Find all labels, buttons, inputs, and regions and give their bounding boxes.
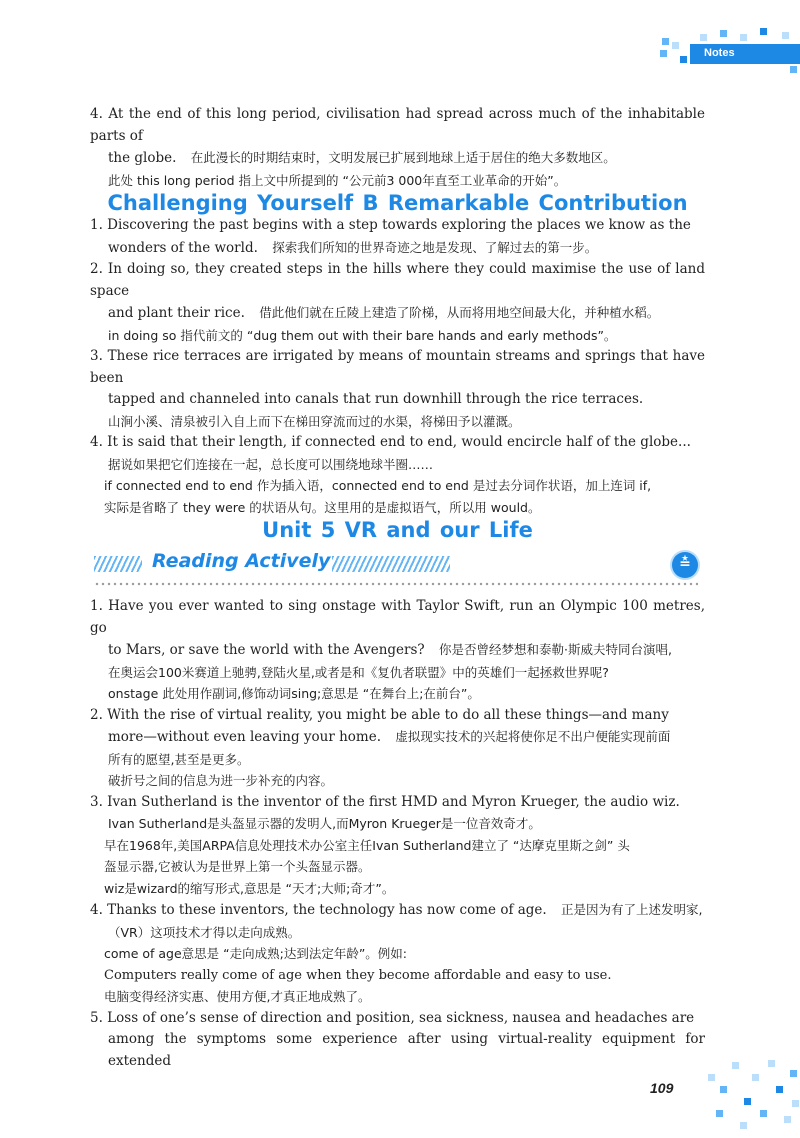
item-note: 破折号之间的信息为进一步补充的内容。 <box>108 773 334 788</box>
item-note: if connected end to end 作为插入语，connected end to end 是过去分词作状语，加上连词 if, <box>104 478 652 493</box>
item-note: in doing so 指代前文的 “dug them out with their bare hands and early methods”。 <box>108 327 617 343</box>
item-note: come of age意思是 “走向成熟;达到法定年龄”。例如: <box>104 946 408 961</box>
item-chinese-cont: 所有的愿望,甚至是更多。 <box>108 751 250 767</box>
item-note: 此处 this long period 指上文中所提到的 “公元前3 000年直至工业革命的开始”。 <box>108 172 567 188</box>
list-item <box>90 596 705 705</box>
item-chinese: 正是因为有了上述发明家, <box>561 902 703 917</box>
item-chinese: 山涧小溪、清泉被引入自上而下在梯田穿流而过的水渠，将梯田予以灌溉。 <box>108 413 521 429</box>
list-item <box>90 899 705 1008</box>
item-english: 4. It is said that their length, if connected end to end, would encircle half of the globe... <box>90 434 691 450</box>
item-chinese: 借此他们就在丘陵上建造了阶梯，从而将用地空间最大化，并种植水稻。 <box>259 305 660 320</box>
list-item <box>90 104 705 191</box>
item-english: 4. Thanks to these inventors, the technology has now come of age. <box>90 902 547 918</box>
item-english-cont: and plant their rice. <box>108 305 245 321</box>
item-english: 2. In doing so, they created steps in the hills where they could maximise the use of land space <box>90 261 705 299</box>
notes-label: Notes <box>704 47 735 59</box>
item-english: 1. Discovering the past begins with a step towards exploring the places we know as the <box>90 217 691 233</box>
item-english: 4. At the end of this long period, civilisation had spread across much of the inhabitable parts of <box>90 106 705 144</box>
item-chinese: 虚拟现实技术的兴起将使你足不出户便能实现前面 <box>395 729 671 744</box>
item-english: 5. Loss of one’s sense of direction and position, sea sickness, nausea and headaches are <box>90 1009 695 1026</box>
item-english: 2. With the rise of virtual reality, you might be able to do all these things—and many <box>90 706 669 723</box>
item-english-cont: tapped and channeled into canals that run downhill through the rice terraces. <box>108 391 644 407</box>
item-english-cont: more—without even leaving your home. <box>108 729 382 745</box>
item-english: 3. These rice terraces are irrigated by means of mountain streams and springs that have been <box>90 348 705 386</box>
dotted-divider <box>94 582 698 586</box>
item-note: onstage 此处用作副词,修饰动词sing;意思是 “在舞台上;在前台”。 <box>108 686 480 701</box>
item-chinese: Ivan Sutherland是头盔显示器的发明人,而Myron Krueger是一位音效奇才。 <box>108 816 541 831</box>
item-example-translation: 电脑变得经济实惠、使用方便,才真正地成熟了。 <box>104 989 371 1004</box>
item-note: 早在1968年,美国ARPA信息处理技术办公室主任Ivan Sutherland建立了 “达摩克里斯之剑” 头 <box>104 837 630 853</box>
reading-title: Reading Actively <box>152 550 331 572</box>
list-item <box>90 792 705 900</box>
unit-title: Unit 5 VR and our Life <box>262 518 533 542</box>
section-title: Challenging Yourself B Remarkable Contribution <box>107 191 688 215</box>
item-english: 3. Ivan Sutherland is the inventor of the first HMD and Myron Krueger, the audio wiz. <box>90 793 680 810</box>
stripe-decoration <box>94 556 142 572</box>
item-chinese: 在此漫长的时期结束时，文明发展已扩展到地球上适于居住的绝大多数地区。 <box>190 150 616 165</box>
item-chinese: 你是否曾经梦想和泰勒·斯威夫特同台演唱, <box>438 642 672 657</box>
list-item <box>90 259 705 346</box>
list-item <box>90 432 705 518</box>
page-content <box>90 104 705 1072</box>
reading-actively-banner <box>90 542 705 590</box>
item-english: 1. Have you ever wanted to sing onstage with Taylor Swift, run an Olympic 100 metres, go <box>90 598 705 636</box>
list-item <box>90 705 705 792</box>
item-note: wiz是wizard的缩写形式,意思是 “天才;大师;奇才”。 <box>104 880 395 896</box>
item-english-cont: among the symptoms some experience after using virtual-reality equipment for extended <box>108 1031 705 1069</box>
item-chinese-cont: 在奥运会100米赛道上驰骋,登陆火星,或者是和《复仇者联盟》中的英雄们一起拯救世界呢? <box>108 664 609 680</box>
item-english-cont: the globe. <box>108 150 177 166</box>
stripe-decoration <box>332 556 450 572</box>
page-number: 109 <box>650 1080 674 1096</box>
item-english-cont: wonders of the world. <box>108 239 258 256</box>
item-note: 盔显示器,它被认为是世界上第一个头盔显示器。 <box>104 859 371 874</box>
list-item <box>90 346 705 432</box>
item-english-cont: to Mars, or save the world with the Avengers? <box>108 642 425 658</box>
item-note: 实际是省略了 they were 的状语从句。这里用的是虚拟语气，所以用 would。 <box>104 499 541 515</box>
item-chinese-cont: （VR）这项技术才得以走向成熟。 <box>108 924 301 940</box>
item-chinese: 据说如果把它们连接在一起，总长度可以围绕地球半圈…… <box>108 456 434 472</box>
item-example: Computers really come of age when they become affordable and easy to use. <box>104 967 612 983</box>
double-chevron-down-icon: ≛ <box>672 552 698 578</box>
notes-tab <box>690 44 800 64</box>
item-chinese: 探索我们所知的世界奇迹之地是发现、了解过去的第一步。 <box>272 239 598 255</box>
list-item <box>90 215 705 259</box>
list-item <box>90 1008 705 1073</box>
